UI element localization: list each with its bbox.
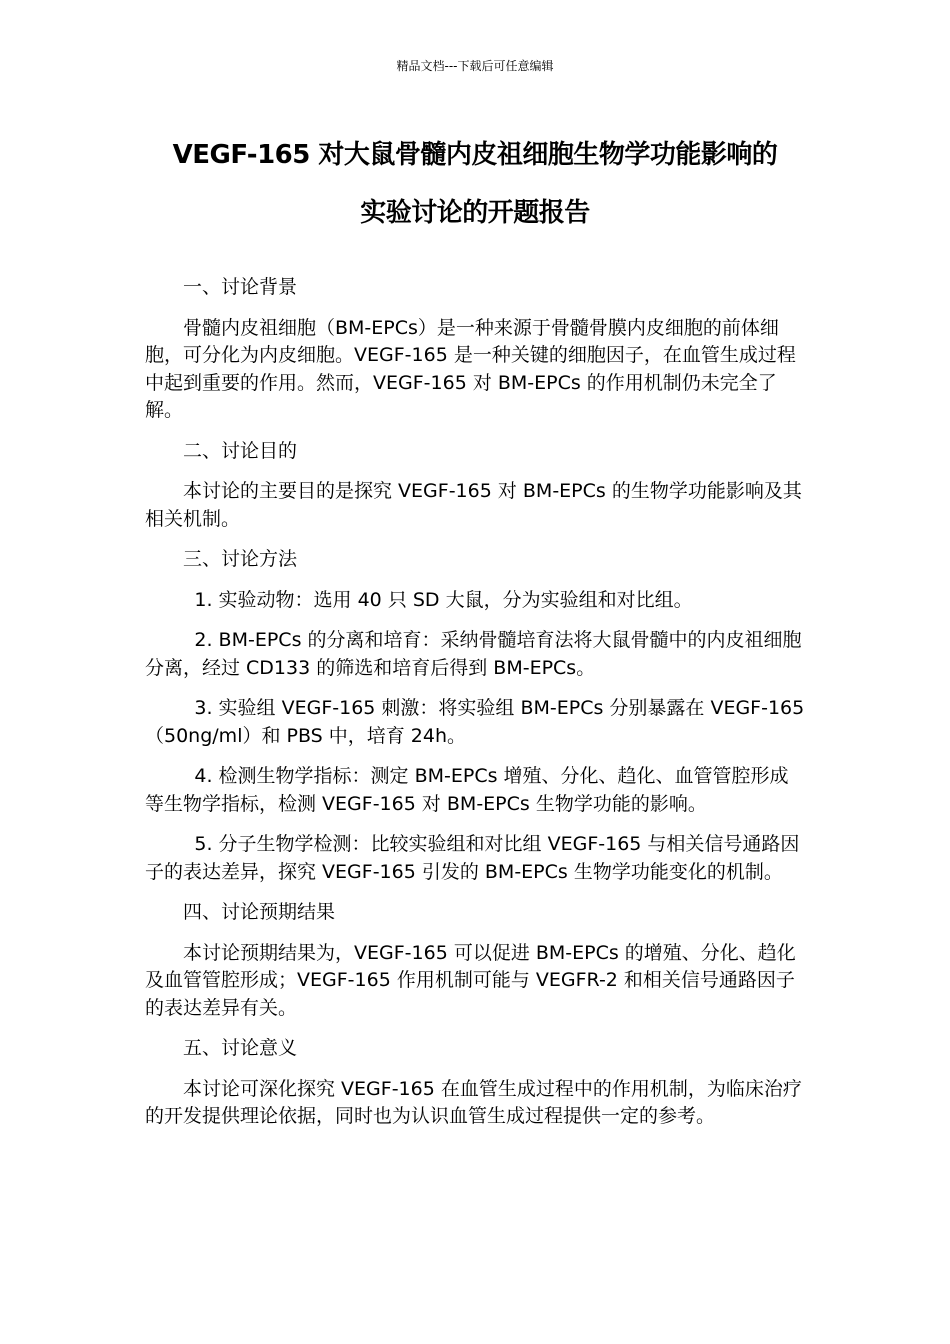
section-body-expected-results: 本讨论预期结果为，VEGF-165 可以促进 BM-EPCs 的增殖、分化、趋化及血管管腔形成；VEGF-165 作用机制可能与 VEGFR-2 和相关信号通路因子的表达差异有关。 — [145, 941, 796, 1019]
section-heading-methods: 三、讨论方法 — [183, 548, 298, 570]
document-body — [145, 274, 807, 1144]
section-body-background: 骨髓内皮祖细胞（BM-EPCs）是一种来源于骨髓骨膜内皮细胞的前体细胞，可分化为内皮细胞。VEGF-165 是一种关键的细胞因子，在血管生成过程中起到重要的作用。然而，VEGF-165 对 BM-EPCs 的作用机制仍未完全了解。 — [145, 316, 796, 421]
section-heading-significance: 五、讨论意义 — [183, 1037, 298, 1059]
method-item-5: 5. 分子生物学检测：比较实验组和对比组 VEGF-165 与相关信号通路因子的表达差异，探究 VEGF-165 引发的 BM-EPCs 生物学功能变化的机制。 — [145, 833, 800, 883]
method-item-1: 1. 实验动物：选用 40 只 SD 大鼠，分为实验组和对比组。 — [194, 588, 693, 611]
method-item-3: 3. 实验组 VEGF-165 刺激：将实验组 BM-EPCs 分别暴露在 VEGF-165（50ng/ml）和 PBS 中，培育 24h。 — [145, 697, 805, 747]
method-item-2: 2. BM-EPCs 的分离和培育：采纳骨髓培育法将大鼠骨髓中的内皮祖细胞分离，经过 CD133 的筛选和培育后得到 BM-EPCs。 — [145, 629, 802, 679]
section-heading-purpose: 二、讨论目的 — [183, 439, 298, 462]
document-title-line-2: 实验讨论的开题报告 — [360, 198, 590, 228]
section-body-significance: 本讨论可深化探究 VEGF-165 在血管生成过程中的作用机制，为临床治疗的开发提供理论依据，同时也为认识血管生成过程提供一定的参考。 — [145, 1077, 802, 1127]
section-heading-background: 一、讨论背景 — [183, 276, 298, 298]
page-header: 精品文档---下载后可任意编辑 — [396, 59, 554, 73]
section-body-purpose: 本讨论的主要目的是探究 VEGF-165 对 BM-EPCs 的生物学功能影响及其相关机制。 — [145, 480, 802, 530]
section-heading-expected-results: 四、讨论预期结果 — [183, 901, 336, 923]
method-item-4: 4. 检测生物学指标：测定 BM-EPCs 增殖、分化、趋化、血管管腔形成等生物学指标，检测 VEGF-165 对 BM-EPCs 生物学功能的影响。 — [145, 765, 789, 815]
document-title-line-1: VEGF-165 对大鼠骨髓内皮祖细胞生物学功能影响的 — [172, 140, 778, 170]
